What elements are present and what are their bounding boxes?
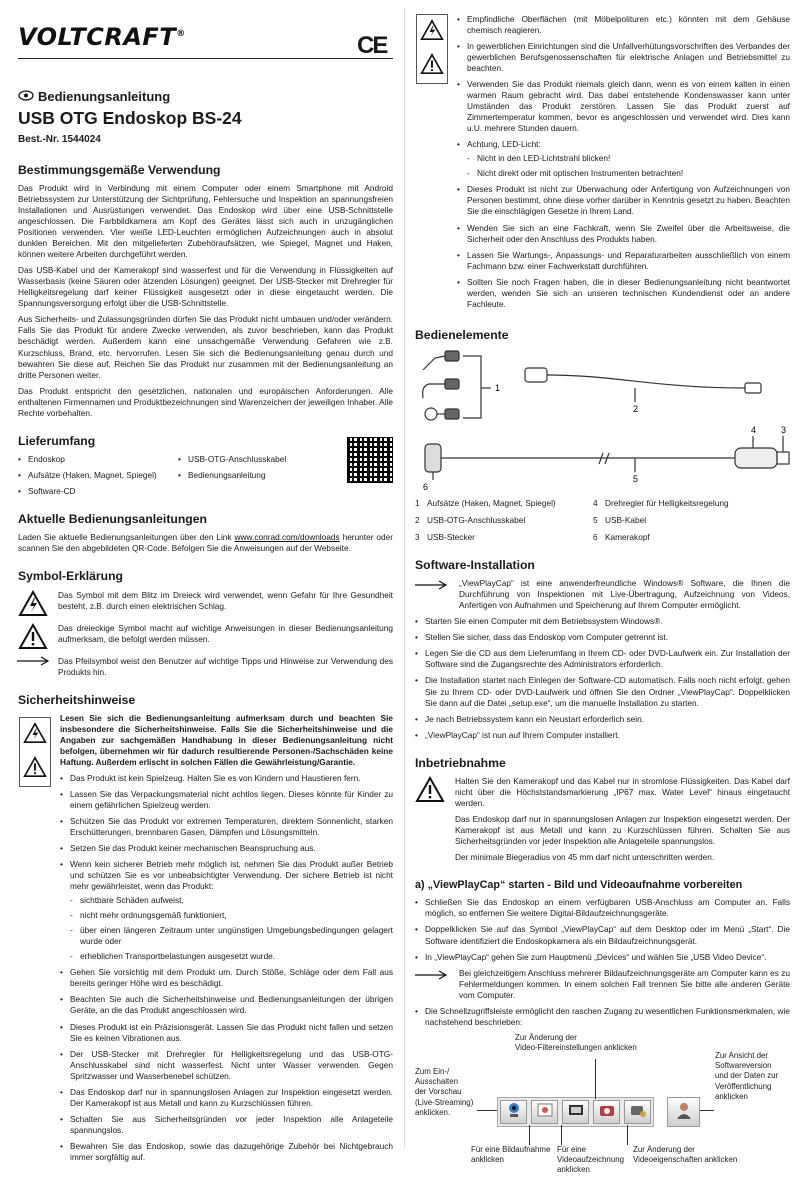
software-heading: Software-Installation bbox=[415, 558, 535, 573]
startup-warning-text bbox=[455, 776, 790, 868]
list-item: • Die Installation startet nach Einlegen der Software-CD automatisch. Falls noch nicht erfolgt, gehen Sie zu Ihrem CD- oder DVD-Laufwerk und öffnen Sie den Ordner „ViewPlayCap“. Doppelklicken Sie dann auf die Datei „setup.exe“, um die manuelle Installation zu starten. bbox=[415, 675, 790, 708]
safety-icons bbox=[415, 14, 449, 315]
list-item: • Stellen Sie sicher, dass das Endoskop vom Computer getrennt ist. bbox=[415, 632, 790, 643]
callout-2: 2 bbox=[633, 403, 639, 414]
safety-text-continued bbox=[457, 14, 790, 315]
list-item: • Gehen Sie vorsichtig mit dem Produkt um. Durch Stöße, Schläge oder dem Fall aus bereits geringer Höhe wird es beschädigt. bbox=[60, 967, 393, 989]
list-item: • Je nach Betriebssystem kann ein Neustart erforderlich sein. bbox=[415, 714, 790, 725]
list-item: • Schließen Sie das Endoskop an einem verfügbaren USB-Anschluss am Computer an. Falls möglich, so entfernen Sie weitere Digital-Bildaufzeichnungsgeräte. bbox=[415, 897, 790, 919]
qr-code bbox=[347, 437, 393, 483]
symbol-row-exclamation: Das dreieckige Symbol macht auf wichtige Anweisungen in dieser Bedienungsanleitung aufmerksam, die befolgt werden müssen. bbox=[18, 623, 393, 650]
safety-block bbox=[18, 713, 393, 1168]
about-button[interactable] bbox=[667, 1097, 700, 1127]
product-title: USB OTG Endoskop BS-24 bbox=[18, 108, 242, 129]
symbol-row-arrow: Das Pfeilsymbol weist den Benutzer auf wichtige Tipps und Hinweise zur Verwendung des Produkts hin. bbox=[18, 656, 393, 678]
lightning-warning-icon bbox=[18, 590, 48, 617]
legend-number: 5 bbox=[593, 514, 598, 525]
video-properties-button[interactable] bbox=[624, 1100, 651, 1124]
callout-4: 4 bbox=[751, 424, 757, 435]
startup-p1: Halten Sie den Kamerakopf und das Kabel nur in stromlose Flüssigkeiten. Das Kabel darf nicht über die Höchststandsmarkierung „IP67 max. Water Level“ hinaus eingetaucht werden. bbox=[455, 775, 790, 808]
controls-heading: Bedienelemente bbox=[415, 327, 509, 342]
legend-number: 3 bbox=[415, 532, 420, 542]
unsafe-conditions-list bbox=[70, 895, 393, 962]
viewplaycap-heading: a) „ViewPlayCap“ starten - Bild und Videoaufnahme vorbereiten bbox=[415, 879, 743, 892]
safety-intro: Lesen Sie sich die Bedienungsanleitung aufmerksam durch und beachten Sie insbesondere die Sicherheitshinweise. Falls Sie die Sicherheitshinweise und die Angaben zur sachgemäßen Handhabung in dieser Bedienungsanleitung nicht befolgen, übernehmen wir für dadurch resultierende Personen-/Sachschäden keine Haftung. Außerdem erlischt in solchen Fällen die Gewährleistung/Garantie. bbox=[60, 712, 393, 767]
list-item: • Dieses Produkt ist nicht zur Überwachung oder Anfertigung von Aufzeichnungen von Personen bestimmt, ohne diese vorher darüber in Kenntnis gesetzt zu haben. Beachten Sie die einschlägigen Gesetze in Ihrem Land. bbox=[457, 184, 790, 217]
list-item: • Beachten Sie auch die Sicherheitshinweise und Bedienungsanleitungen der übrigen Geräte, an die das Produkt angeschlossen wird. bbox=[60, 994, 393, 1016]
list-item: • Das Endoskop darf nur in spannungslosen Anlagen zur Inspektion eingesetzt werden. Der Kamerakopf ist aus Metall und kann zu Kurzschlüssen führen. bbox=[60, 1087, 393, 1109]
viewplaycap-steps bbox=[415, 897, 790, 962]
header-divider bbox=[18, 58, 393, 59]
label-video: Für eine Videoaufzeichnung anklicken bbox=[557, 1144, 624, 1175]
callout-1: 1 bbox=[495, 382, 501, 393]
label-version: Zur Ansicht der Softwareversion und der Daten zur Veröffentlichung anklicken bbox=[715, 1050, 779, 1101]
list-item: • Die Schnellzugriffsleiste ermöglicht den raschen Zugang zu wesentlichen Funktionsmerkmalen, wie nachstehend beschrieben: bbox=[415, 1006, 790, 1028]
list-item: - über einen längeren Zeitraum unter ungünstigen Umgebungsbedingungen gelagert wurde oder bbox=[70, 925, 393, 947]
safety-list-c bbox=[457, 14, 790, 310]
pointer-line bbox=[529, 1125, 530, 1145]
symbol-row-lightning: Das Symbol mit dem Blitz im Dreieck wird verwendet, wenn Gefahr für Ihre Gesundheit besteht, z.B. durch einen elektrischen Schlag. bbox=[18, 590, 393, 617]
list-item: - erheblichen Transportbelastungen ausgesetzt wurde. bbox=[70, 951, 393, 962]
led-warning-list bbox=[467, 153, 790, 179]
legend-label: Aufsätze (Haken, Magnet, Spiegel) bbox=[427, 497, 556, 508]
endoscope-diagram bbox=[415, 348, 790, 498]
video-filter-button[interactable] bbox=[593, 1100, 620, 1124]
pointer-line bbox=[595, 1059, 596, 1099]
photo-icon bbox=[536, 1101, 554, 1122]
list-item: • In gewerblichen Einrichtungen sind die Unfallverhütungsvorschriften des Verbandes der gewerblichen Berufsgenossenschaften für elektrische Anlagen und Betriebsmittel zu beachten. bbox=[457, 41, 790, 74]
legend-label: Drehregler für Helligkeitsregelung bbox=[605, 497, 729, 508]
voltcraft-logo: VOLTCRAFT® bbox=[18, 23, 186, 51]
list-item: • Schalten Sie aus Sicherheitsgründen vor jeder Inspektion alle Anlageteile spannungslos. bbox=[60, 1114, 393, 1136]
startup-p3: Der minimale Biegeradius von 45 mm darf nicht unterschritten werden. bbox=[455, 852, 715, 863]
safety-icons bbox=[18, 713, 52, 1168]
downloads-link[interactable]: www.conrad.com/downloads bbox=[234, 532, 340, 543]
legend-label: USB-OTG-Anschlusskabel bbox=[427, 514, 526, 525]
arrow-right-icon bbox=[415, 968, 451, 1001]
scope-item: • Software-CD bbox=[18, 486, 178, 497]
intended-use-heading: Bestimmungsgemäße Verwendung bbox=[18, 162, 221, 177]
legend-number: 2 bbox=[415, 514, 420, 525]
manual-subtitle: Bedienungsanleitung bbox=[18, 88, 393, 105]
list-item: • Lassen Sie Wartungs-, Anpassungs- und Reparaturarbeiten ausschließlich von einem Fachmann bzw. einer Fachwerkstatt durchführen. bbox=[457, 250, 790, 272]
snapshot-button[interactable] bbox=[531, 1100, 558, 1124]
list-item: • Bewahren Sie das Endoskop, sowie das dazugehörige Zubehör bei Nichtgebrauch immer sorgfältig auf. bbox=[60, 1141, 393, 1163]
scope-item: • USB-OTG-Anschlusskabel bbox=[178, 454, 338, 465]
list-item: • „ViewPlayCap“ ist nun auf Ihrem Computer installiert. bbox=[415, 730, 790, 741]
pointer-line bbox=[700, 1110, 714, 1111]
label-filter: Zur Änderung der Video-Filtereinstellungen anklicken bbox=[515, 1032, 637, 1052]
list-item: • Setzen Sie das Produkt keiner mechanischen Beanspruchung aus. bbox=[60, 843, 393, 854]
ce-mark: CE bbox=[357, 32, 387, 59]
callout-3: 3 bbox=[781, 424, 787, 435]
user-info-icon bbox=[674, 1100, 694, 1123]
scope-item: • Bedienungsanleitung bbox=[178, 470, 338, 481]
exclamation-warning-icon bbox=[18, 623, 48, 650]
list-item: • Lassen Sie das Verpackungsmaterial nicht achtlos liegen. Dieses könnte für Kinder zu einem gefährlichen Spielzeug werden. bbox=[60, 789, 393, 811]
webcam-icon bbox=[505, 1101, 523, 1122]
safety-icon-box bbox=[19, 717, 51, 787]
column-divider bbox=[404, 8, 405, 1148]
label-props: Zur Änderung der Videoeigenschaften anklicken bbox=[633, 1144, 738, 1164]
label-photo: Für eine Bildaufnahme anklicken bbox=[471, 1144, 551, 1164]
list-item: • Legen Sie die CD aus dem Lieferumfang in Ihrem CD- oder DVD-Laufwerk ein. Zur Installation der Software sind die Zugangsrechte des Administrators erforderlich. bbox=[415, 648, 790, 670]
exclamation-warning-icon bbox=[415, 776, 445, 803]
camera-filter-icon bbox=[598, 1101, 616, 1122]
list-item: - nicht mehr ordnungsgemäß funktioniert, bbox=[70, 910, 393, 921]
legend-label: USB-Kabel bbox=[605, 514, 647, 525]
legend-number: 4 bbox=[593, 497, 598, 508]
record-video-button[interactable] bbox=[562, 1100, 589, 1124]
list-item: - Nicht in den LED-Lichtstrahl blicken! bbox=[467, 153, 790, 164]
manuals-heading: Aktuelle Bedienungsanleitungen bbox=[18, 512, 207, 526]
right-column bbox=[415, 14, 790, 1183]
scope-item: • Endoskop bbox=[18, 454, 178, 465]
callout-6: 6 bbox=[423, 481, 429, 492]
symbols-heading: Symbol-Erklärung bbox=[18, 569, 123, 584]
list-item: • In „ViewPlayCap“ gehen Sie zum Hauptmenü „Devices“ und wählen Sie „USB Video Device“. bbox=[415, 952, 790, 963]
software-steps bbox=[415, 616, 790, 740]
list-item: - sichtbare Schäden aufweist, bbox=[70, 895, 393, 906]
legend-number: 1 bbox=[415, 497, 420, 508]
quickbar-diagram bbox=[415, 1033, 790, 1183]
list-item: • Starten Sie einen Computer mit dem Betriebssystem Windows®. bbox=[415, 616, 790, 627]
article-number: Best.-Nr. 1544024 bbox=[18, 133, 101, 145]
safety-continued bbox=[415, 14, 790, 315]
lightning-warning-icon bbox=[420, 19, 444, 44]
multi-device-note: Bei gleichzeitigem Anschluss mehrerer Bildaufzeichnungsgeräte am Computer kann es zu Fehlermeldungen kommen. In einem solchen Fall trennen Sie bitte alle anderen Geräte vom Computer. bbox=[415, 968, 790, 1001]
list-item: • Wenden Sie sich an eine Fachkraft, wenn Sie Zweifel über die Arbeitsweise, die Sicherheit oder den Anschluss des Produkts haben. bbox=[457, 223, 790, 245]
pointer-line bbox=[627, 1125, 628, 1145]
list-item: • Verwenden Sie das Produkt niemals gleich dann, wenn es von einem kalten in einen warmen Raum gebracht wird. Das dabei entstehende Kondenswasser kann unter Umständen das Produkt zerstören. Lassen Sie das Produkt zuerst auf Zimmertemperatur kommen, bevor es angeschlossen und verwendet wird. Dies kann u.U. mehrere Stunden dauern. bbox=[457, 79, 790, 134]
quickbar bbox=[497, 1097, 654, 1127]
list-item: • Dieses Produkt ist ein Präzisionsgerät. Lassen Sie das Produkt nicht fallen und setzen Sie es keinen Vibrationen aus. bbox=[60, 1022, 393, 1044]
arrow-right-icon bbox=[415, 578, 451, 611]
exclamation-warning-icon bbox=[23, 756, 47, 781]
controls-legend bbox=[415, 498, 790, 543]
safety-list-a bbox=[60, 773, 393, 962]
exclamation-warning-icon bbox=[420, 53, 444, 78]
scope-item: • Aufsätze (Haken, Magnet, Spiegel) bbox=[18, 470, 178, 481]
safety-list-b bbox=[60, 967, 393, 1162]
list-item: • Sollten Sie noch Fragen haben, die in dieser Bedienungsanleitung nicht beantwortet werden, wenden Sie sich an unseren technischen Kundendienst oder an andere Fachleute. bbox=[457, 277, 790, 310]
scope-heading: Lieferumfang bbox=[18, 433, 96, 448]
device-diagram bbox=[415, 348, 790, 498]
list-item: • Doppelklicken Sie auf das Symbol „ViewPlayCap“ auf dem Desktop oder im Menü „Start“. Die Software identifiziert die Endoskopkamera als ein Bildaufzeichnungsgerät. bbox=[415, 924, 790, 946]
safety-icon-box bbox=[416, 14, 448, 84]
label-preview: Zum Ein-/ Ausschalten der Vorschau (Live-Streaming) anklicken. bbox=[415, 1066, 474, 1117]
list-item: • Der USB-Stecker mit Drehregler für Helligkeitsregelung und das USB-OTG-Anschlusskabel sind nicht wasserfest. Nicht unter Wasser verwenden. Gegen Spritzwasser und Wasserbenebel schützen. bbox=[60, 1049, 393, 1082]
list-item: • Schützen Sie das Produkt vor extremen Temperaturen, direktem Sonnenlicht, starken Erschütterungen, brennbaren Gasen, Dämpfen und Lösungsmitteln. bbox=[60, 816, 393, 838]
legend-label: Kamerakopf bbox=[605, 532, 650, 542]
lightning-warning-icon bbox=[23, 722, 47, 747]
startup-p2: Das Endoskop darf nur in spannungslosen Anlagen zur Inspektion eingesetzt werden. Der Kamerakopf ist aus Metall und kann zu Kurzschlüssen führen. Schalten Sie aus Sicherheitsgründen vor jeder Inspektion alle Anlageteile spannungslos. bbox=[455, 813, 790, 846]
camera-settings-icon bbox=[629, 1101, 647, 1122]
safety-heading: Sicherheitshinweise bbox=[18, 692, 136, 707]
startup-warning bbox=[415, 776, 790, 868]
intended-use-p1: Das Produkt wird in Verbindung mit einem Computer oder einem Smartphone mit Android Betriebssystem zur Unterstützung der Sichtprüfung, Fehlersuche und Inspektion an spannungsfreien Installationen und Ausrüstungen verwendet. Das Endoskop wird über eine USB-Schnittstelle angeschlossen. Die Farbbildkamera am Kopf des Gerätes lässt sich auch in unzugänglichen Positionen verwenden. Vier weiße LED-Leuchten ermöglichen Aufzeichnungen auch in absolut dunklen Bereichen. Mit den mitgelieferten Zubehöraufsätzen, wie Spiegel, Magnet und Haken, können weitere Arbeiten durchgeführt werden. bbox=[18, 183, 393, 260]
software-note: „ViewPlayCap“ ist eine anwenderfreundliche Windows® Software, die Ihnen die Durchführung von Inspektionen mit Live-Übertragung, Aufzeichnung von Videos, Anfertigen von Aufnahmen und Speicherung auf Ihrem Computer ermöglicht. bbox=[415, 578, 790, 611]
list-item: • Das Produkt ist kein Spielzeug. Halten Sie es von Kindern und Haustieren fern. bbox=[60, 773, 393, 784]
manuals-text: Laden Sie aktuelle Bedienungsanleitungen über den Link www.conrad.com/downloads herunter oder scannen Sie den abgebildeten QR-Code. Befolgen Sie die Anweisungen auf der Webseite. bbox=[18, 532, 394, 554]
eye-icon bbox=[18, 88, 34, 105]
preview-toggle-button[interactable] bbox=[500, 1100, 527, 1124]
scope-list bbox=[18, 454, 393, 497]
startup-heading: Inbetriebnahme bbox=[415, 755, 506, 770]
legend-label: USB-Stecker bbox=[427, 532, 475, 542]
intended-use-p3: Aus Sicherheits- und Zulassungsgründen dürfen Sie das Produkt nicht umbauen und/oder verändern. Falls Sie das Produkt für andere Zwecke verwenden, als zuvor beschrieben, kann das Produkt beschädigt werden. Außerdem kann eine unsachgemäße Verwendung Gefahren wie z.B. Kurzschluss, Brand, etc. hervorrufen. Lesen Sie sich die Bedienungsanleitung genau durch und bewahren Sie diese auf. Reichen Sie das Produkt nur zusammen mit der Bedienungsanleitung an dritte Personen weiter. bbox=[18, 314, 393, 380]
callout-5: 5 bbox=[633, 473, 639, 484]
quickbar-intro bbox=[415, 1006, 790, 1028]
film-icon bbox=[567, 1101, 585, 1122]
left-column bbox=[18, 88, 393, 1168]
list-item: - Nicht direkt oder mit optischen Instrumenten betrachten! bbox=[467, 168, 790, 179]
scope-section bbox=[18, 433, 393, 497]
list-item: • Achtung, LED-Licht: - Nicht in den LED-Lichtstrahl blicken! - Nicht direkt oder mit optischen Instrumenten betrachten! bbox=[457, 139, 790, 179]
legend-number: 6 bbox=[593, 532, 598, 542]
pointer-line bbox=[477, 1110, 497, 1111]
intended-use-p4: Das Produkt entspricht den gesetzlichen, nationalen und europäischen Anforderungen. Alle enthaltenen Firmennamen und Produktbezeichnungen sind Warenzeichen der jeweiligen Inhaber. Alle Rechte vorbehalten. bbox=[18, 385, 393, 418]
arrow-right-icon bbox=[18, 656, 48, 666]
list-item: • Wenn kein sicherer Betrieb mehr möglich ist, nehmen Sie das Produkt außer Betrieb und schützen Sie es vor unbeabsichtigter Verwendung. Der sichere Betrieb ist nicht mehr gewährleistet, wenn das Produkt: - sichtbare Schäden aufweist, - nicht mehr ordnungsgemäß funktioniert, - über einen längeren Zeitraum unter ungünstigen Umgebungsbedingungen gelagert wurde oder - erheblichen Transportbelastungen ausgesetzt wurde. bbox=[60, 859, 393, 962]
list-item: • Empfindliche Oberflächen (mit Möbelpolituren etc.) könnten mit dem Gehäuse chemisch reagieren. bbox=[457, 14, 790, 36]
safety-text bbox=[60, 713, 393, 1168]
intended-use-p2: Das USB-Kabel und der Kamerakopf sind wasserfest und für die Verwendung in Flüssigkeiten auf Wasserbasis (keine Säuren oder ätzenden Lösungen) geeignet. Der USB-Stecker mit Drehregler für Helligkeitsregelung darf keiner Flüssigkeit ausgesetzt oder in diese eingetaucht werden. Die Spannungsversorgung erfolgt über die USB-Schnittstelle. bbox=[18, 265, 393, 309]
pointer-line bbox=[561, 1125, 562, 1145]
